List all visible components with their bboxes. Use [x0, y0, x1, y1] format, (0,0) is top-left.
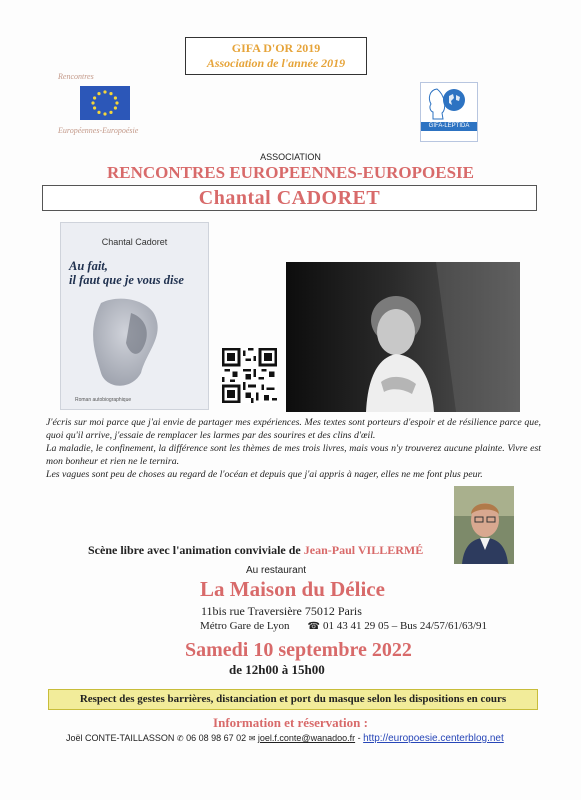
scene-prefix: Scène libre avec l'animation conviviale de	[88, 543, 304, 557]
event-hours: de 12h00 à 15h00	[229, 662, 325, 677]
venue-phone: 01 43 41 29 05 – Bus 24/57/61/63/91	[322, 620, 488, 632]
email-icon: ✉	[248, 734, 256, 743]
logo-text-bottom: Européennes-Europoésie	[58, 126, 139, 135]
award-subtitle: Association de l'année 2019	[206, 56, 346, 70]
book-author: Chantal Cadoret	[101, 237, 168, 247]
award-title: GIFA D'OR 2019	[231, 41, 321, 55]
website-link[interactable]: http://europoesie.centerblog.net	[363, 733, 504, 744]
health-notice: Respect des gestes barrières, distanciation et port du masque selon les dispositions en cours	[48, 689, 538, 710]
contact-phone[interactable]: 06 08 98 67 02	[186, 733, 247, 743]
venue-label: Au restaurant	[246, 565, 307, 576]
contact-separator: -	[355, 733, 364, 743]
organization-name: RENCONTRES EUROPEENNES-EUROPOESIE	[107, 163, 474, 182]
statement-paragraph: J'écris sur moi parce que j'ai envie de partager mes expériences. Mes textes sont porteurs d'espoir et de résilience parce que, quoi qu'il arrive, j'essaie de remplacer les larmes par des sourires et des clins d'œil.	[46, 417, 541, 441]
contact-line	[66, 733, 504, 744]
gifa-leptida-logo	[420, 82, 478, 142]
mobile-phone-icon: ✆	[176, 734, 184, 743]
book-cover-illustration	[71, 293, 191, 393]
venue-name: La Maison du Délice	[200, 577, 385, 601]
scene-libre-line	[88, 543, 448, 558]
book-cover	[60, 222, 209, 410]
qr-code[interactable]	[222, 348, 277, 403]
europoesie-logo	[58, 72, 158, 140]
author-name: Chantal CADORET	[198, 187, 381, 209]
eu-flag-icon	[80, 86, 130, 120]
association-label: ASSOCIATION	[260, 152, 321, 162]
metro-station: Métro Gare de Lyon	[200, 620, 290, 632]
author-portrait	[286, 262, 520, 412]
event-date: Samedi 10 septembre 2022	[185, 639, 412, 661]
statement-paragraph: Les vagues sont peu de choses au regard de l'océan et depuis que j'ai appris à nager, elles ne me font plus peur.	[46, 469, 483, 480]
logo-caption: GIFA-LEPTIDA	[421, 122, 477, 131]
contact-name: Joël CONTE-TAILLASSON	[66, 733, 175, 743]
telephone-icon: ☎	[307, 621, 320, 632]
author-name-box	[42, 185, 537, 211]
book-title-line1: Au fait,	[69, 259, 108, 273]
info-heading: Information et réservation :	[213, 715, 368, 730]
book-genre: Roman autobiographique	[75, 397, 132, 403]
logo-text-top: Rencontres	[58, 72, 94, 81]
venue-transport	[200, 620, 487, 632]
host-name: Jean-Paul VILLERMÉ	[303, 543, 424, 557]
book-title-line2: il faut que je vous dise	[69, 273, 184, 287]
award-box	[185, 37, 367, 75]
globe-icon	[443, 89, 465, 111]
host-photo	[454, 486, 514, 564]
book-title	[69, 259, 184, 287]
author-statement	[46, 416, 541, 481]
contact-email[interactable]: joel.f.conte@wanadoo.fr	[257, 733, 356, 743]
statement-paragraph: La maladie, le confinement, la différence sont les thèmes de mes trois livres, mais vous n'y trouverez aucune plainte. Vivre est mon bonheur et rien ne le ternira.	[46, 443, 541, 467]
venue-address: 11bis rue Traversière 75012 Paris	[201, 604, 362, 618]
